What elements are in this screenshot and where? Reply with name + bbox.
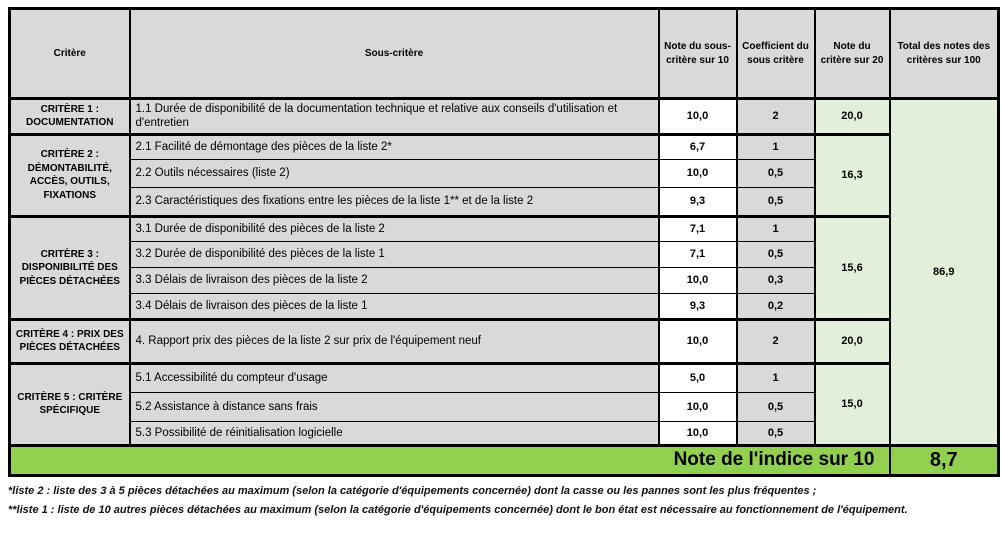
col-header-critere: Critère <box>10 9 130 99</box>
col-header-note-critere: Note du critère sur 20 <box>815 9 890 99</box>
criterion-4-label: CRITÈRE 4 : PRIX DES PIÈCES DÉTACHÉES <box>10 319 130 363</box>
sub-score-2-3: 9,3 <box>659 187 737 216</box>
repairability-index-table <box>8 7 1000 477</box>
sub-criterion-3-2-label: 3.2 Durée de disponibilité des pièces de la liste 1 <box>130 241 659 267</box>
coefficient-3-4: 0,2 <box>737 293 815 319</box>
criterion-5-score: 15,0 <box>815 363 890 445</box>
criterion-1-label: CRITÈRE 1 : DOCUMENTATION <box>10 99 130 135</box>
sub-score-2-1: 6,7 <box>659 134 737 159</box>
criterion-3-label: CRITÈRE 3 : DISPONIBILITÉ DES PIÈCES DÉTACHÉES <box>10 216 130 319</box>
sub-criterion-4-label: 4. Rapport prix des pièces de la liste 2 sur prix de l'équipement neuf <box>130 319 659 363</box>
coefficient-2-2: 0,5 <box>737 159 815 187</box>
sub-score-2-2: 10,0 <box>659 159 737 187</box>
index-score-value: 8,7 <box>890 445 999 475</box>
coefficient-3-1: 1 <box>737 216 815 241</box>
sub-score-1-1: 10,0 <box>659 99 737 135</box>
index-score-row <box>10 445 999 475</box>
table-header-row <box>10 9 999 99</box>
criterion-4-score: 20,0 <box>815 319 890 363</box>
coefficient-3-2: 0,5 <box>737 241 815 267</box>
sub-criterion-5-1-label: 5.1 Accessibilité du compteur d'usage <box>130 363 659 392</box>
criterion-5-label: CRITÈRE 5 : CRITÈRE SPÉCIFIQUE <box>10 363 130 445</box>
sub-criterion-3-3-label: 3.3 Délais de livraison des pièces de la liste 2 <box>130 267 659 293</box>
sub-score-3-1: 7,1 <box>659 216 737 241</box>
criterion-3-score: 15,6 <box>815 216 890 319</box>
coefficient-2-3: 0,5 <box>737 187 815 216</box>
coefficient-5-3: 0,5 <box>737 421 815 445</box>
criterion-2-score: 16,3 <box>815 134 890 216</box>
coefficient-1-1: 2 <box>737 99 815 135</box>
sub-criterion-2-1-label: 2.1 Facilité de démontage des pièces de la liste 2* <box>130 134 659 159</box>
coefficient-3-3: 0,3 <box>737 267 815 293</box>
footnotes <box>8 482 997 521</box>
sub-criterion-2-2-label: 2.2 Outils nécessaires (liste 2) <box>130 159 659 187</box>
coefficient-4: 2 <box>737 319 815 363</box>
sub-score-3-4: 9,3 <box>659 293 737 319</box>
index-score-label: Note de l'indice sur 10 <box>10 445 890 475</box>
sub-score-5-3: 10,0 <box>659 421 737 445</box>
sub-score-5-1: 5,0 <box>659 363 737 392</box>
sub-criterion-1-1-label: 1.1 Durée de disponibilité de la documentation technique et relative aux conseils d'utilisation et d'entretien <box>130 99 659 135</box>
sub-score-3-2: 7,1 <box>659 241 737 267</box>
criterion-2-label: CRITÈRE 2 : DÉMONTABILITÉ, ACCÈS, OUTILS, FIXATIONS <box>10 134 130 216</box>
criterion-1-score: 20,0 <box>815 99 890 135</box>
col-header-coefficient: Coefficient du sous critère <box>737 9 815 99</box>
sub-criterion-2-3-label: 2.3 Caractéristiques des fixations entre les pièces de la liste 1** et de la liste 2 <box>130 187 659 216</box>
footnote-liste-1: **liste 1 : liste de 10 autres pièces détachées au maximum (selon la catégorie d'équipements concernée) dont le bon état est nécessaire au fonctionnement de l'équipement. <box>8 504 908 516</box>
table-row <box>10 99 999 135</box>
coefficient-5-2: 0,5 <box>737 392 815 421</box>
sub-criterion-3-1-label: 3.1 Durée de disponibilité des pièces de la liste 2 <box>130 216 659 241</box>
total-score-cell: 86,9 <box>890 99 999 446</box>
table-row <box>10 134 999 159</box>
col-header-sous-critere: Sous-critère <box>130 9 659 99</box>
sub-score-4: 10,0 <box>659 319 737 363</box>
sub-score-3-3: 10,0 <box>659 267 737 293</box>
table-row <box>10 319 999 363</box>
table-row <box>10 216 999 241</box>
sub-criterion-3-4-label: 3.4 Délais de livraison des pièces de la liste 1 <box>130 293 659 319</box>
coefficient-2-1: 1 <box>737 134 815 159</box>
sub-criterion-5-3-label: 5.3 Possibilité de réinitialisation logicielle <box>130 421 659 445</box>
sub-score-5-2: 10,0 <box>659 392 737 421</box>
footnote-liste-2: *liste 2 : liste des 3 à 5 pièces détachées au maximum (selon la catégorie d'équipements concernée) dont la casse ou les pannes sont les plus fréquentes ; <box>8 484 817 497</box>
table-row <box>10 363 999 392</box>
col-header-total: Total des notes des critères sur 100 <box>890 9 999 99</box>
sub-criterion-5-2-label: 5.2 Assistance à distance sans frais <box>130 392 659 421</box>
col-header-note-sous-critere: Note du sous-critère sur 10 <box>659 9 737 99</box>
coefficient-5-1: 1 <box>737 363 815 392</box>
